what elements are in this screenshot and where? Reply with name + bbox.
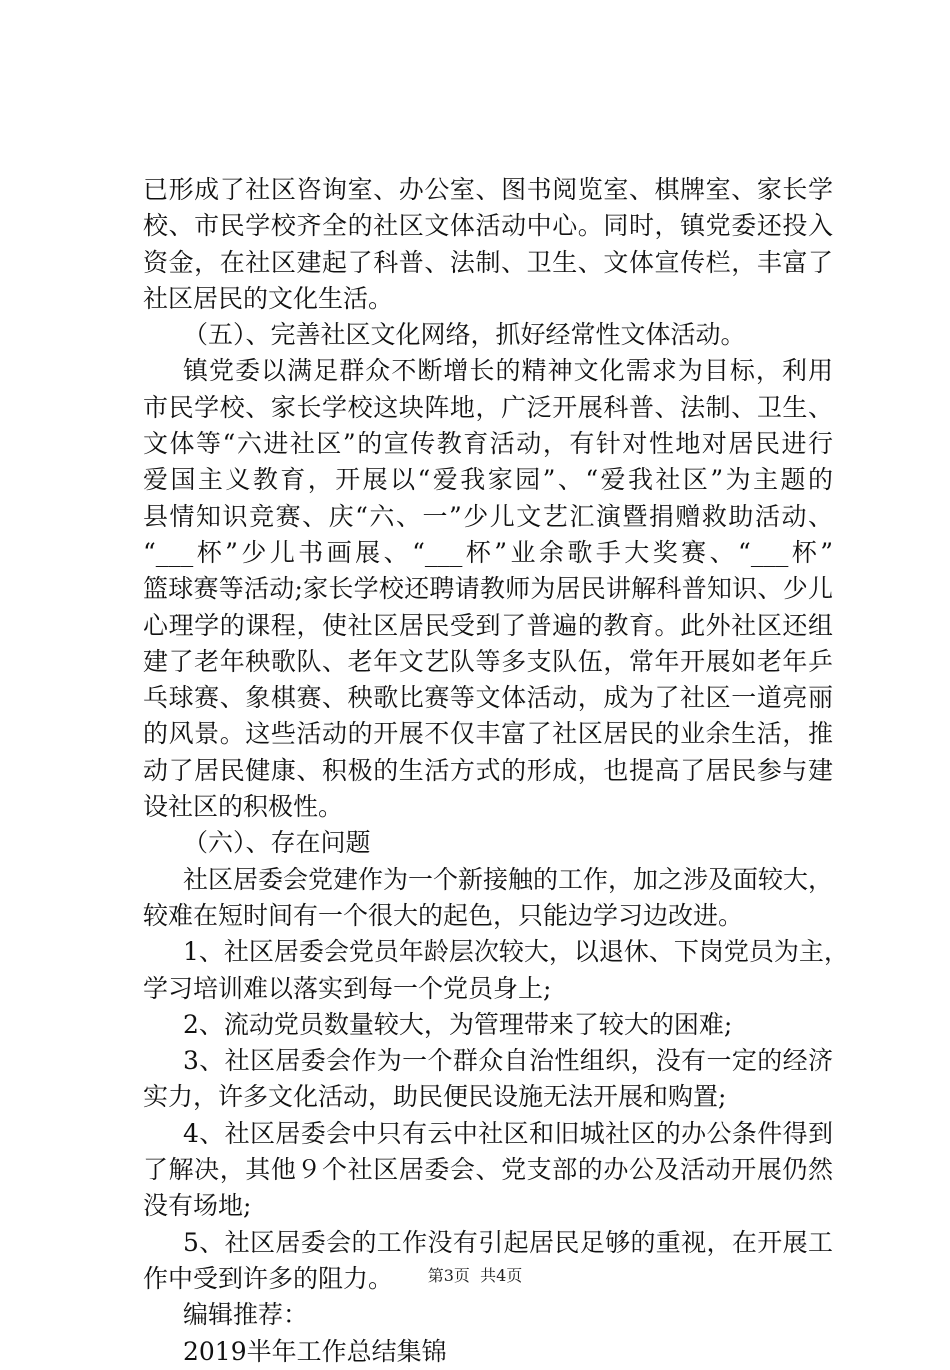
document-body	[143, 172, 849, 1370]
text-line: 爱国主义教育，开展以“爱我家园”、“爱我社区”为主题的	[143, 465, 833, 495]
section-heading: （六）、存在问题	[183, 828, 371, 858]
text-line: 市民学校、家长学校这块阵地，广泛开展科普、法制、卫生、	[143, 392, 833, 422]
text-line: “___杯”少儿书画展、“___杯”业余歌手大奖赛、“___杯”	[143, 537, 833, 567]
recommended-link[interactable]: 2019半年工作总结集锦	[183, 1336, 447, 1366]
page-number: 第3页 共4页	[427, 1266, 523, 1285]
text-line: 设社区的积极性。	[143, 792, 344, 822]
text-line: 的风景。这些活动的开展不仅丰富了社区居民的业余生活，推	[143, 719, 833, 749]
text-line: 心理学的课程，使社区居民受到了普遍的教育。此外社区还组	[143, 610, 833, 640]
text-line: 没有场地;	[143, 1191, 252, 1221]
text-line: 建了老年秧歌队、老年文艺队等多支队伍，常年开展如老年乒	[143, 646, 833, 676]
text-line: 动了居民健康、积极的生活方式的形成，也提高了居民参与建	[143, 755, 833, 785]
list-item: 5、社区居委会的工作没有引起居民足够的重视，在开展工	[183, 1227, 833, 1257]
text-line: 篮球赛等活动;家长学校还聘请教师为居民讲解科普知识、少儿	[143, 574, 833, 604]
text-line: 社区居委会党建作为一个新接触的工作，加之涉及面较大，	[183, 864, 834, 894]
list-item: 2、流动党员数量较大，为管理带来了较大的困难;	[183, 1009, 733, 1039]
text-line: 社区居民的文化生活。	[143, 283, 394, 313]
list-item: 4、社区居委会中只有云中社区和旧城社区的办公条件得到	[183, 1118, 833, 1148]
text-line: 县情知识竞赛、庆“六、一”少儿文艺汇演暨捐赠救助活动、	[143, 501, 833, 531]
text-line: 作中受到许多的阻力。	[143, 1263, 394, 1293]
text-line: 了解决，其他９个社区居委会、党支部的办公及活动开展仍然	[143, 1155, 833, 1185]
list-item: 3、社区居委会作为一个群众自治性组织，没有一定的经济	[183, 1046, 833, 1076]
text-line: 校、市民学校齐全的社区文体活动中心。同时，镇党委还投入	[143, 211, 833, 241]
text-line: 乓球赛、象棋赛、秧歌比赛等文体活动，成为了社区一道亮丽	[143, 683, 833, 713]
text-line: 学习培训难以落实到每一个党员身上;	[143, 973, 552, 1003]
editor-recommend-label: 编辑推荐：	[183, 1300, 309, 1330]
text-line: 镇党委以满足群众不断增长的精神文化需求为目标，利用	[183, 356, 833, 386]
text-line: 文体等“六进社区”的宣传教育活动，有针对性地对居民进行	[143, 429, 833, 459]
text-line: 已形成了社区咨询室、办公室、图书阅览室、棋牌室、家长学	[143, 175, 833, 204]
text-line: 资金，在社区建起了科普、法制、卫生、文体宣传栏，丰富了	[143, 247, 833, 277]
text-line: 较难在短时间有一个很大的起色，只能边学习边改进。	[143, 900, 744, 930]
page-footer	[0, 1266, 950, 1286]
text-line: 实力，许多文化活动，助民便民设施无法开展和购置;	[143, 1082, 727, 1112]
section-heading: （五）、完善社区文化网络，抓好经常性文体活动。	[183, 320, 746, 350]
list-item: 1、社区居委会党员年龄层次较大，以退休、下岗党员为主，	[183, 937, 849, 967]
